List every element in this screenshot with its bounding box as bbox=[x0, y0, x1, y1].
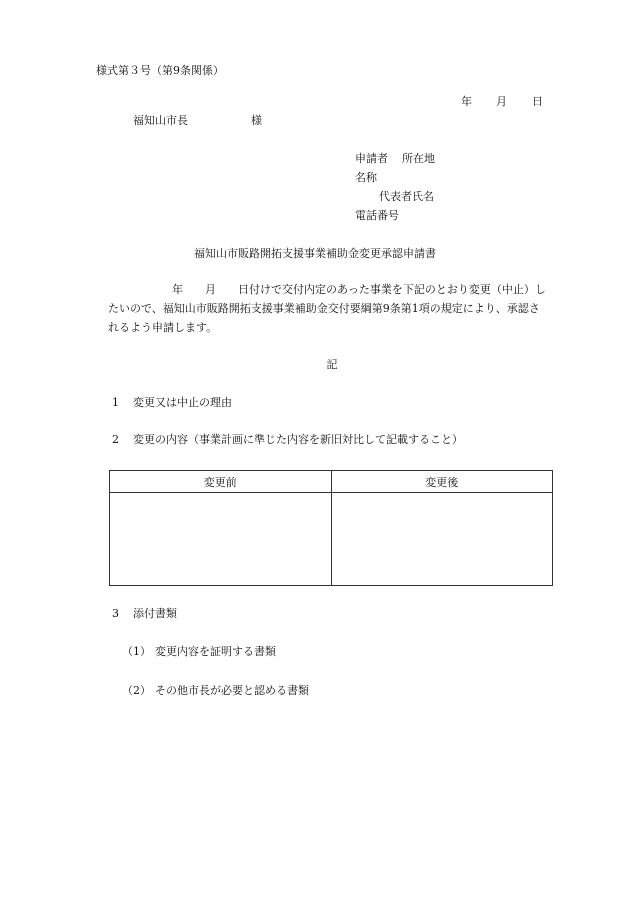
applicant-phone-label: 電話番号 bbox=[355, 209, 399, 222]
item-1-text: 変更又は中止の理由 bbox=[133, 396, 232, 409]
body-month-label: 月 bbox=[205, 283, 216, 296]
addressee-honorific: 様 bbox=[251, 114, 262, 127]
attachment-item-2-text: その他市長が必要と認める書類 bbox=[155, 684, 309, 697]
ki-heading: 記 bbox=[326, 358, 338, 371]
attachment-item-2 bbox=[122, 685, 309, 696]
applicant-address-label: 所在地 bbox=[402, 152, 435, 165]
item-3-number: 3 bbox=[112, 607, 119, 620]
header-before: 変更前 bbox=[110, 471, 332, 493]
attachments-heading: 添付書類 bbox=[133, 607, 177, 620]
body-year-label: 年 bbox=[172, 283, 183, 296]
item-2 bbox=[112, 434, 463, 445]
body-line-3: れるよう申請します。 bbox=[108, 321, 218, 334]
header-after: 変更後 bbox=[331, 471, 553, 493]
attachment-item-2-number: （2） bbox=[122, 684, 151, 697]
attachment-item-1-number: （1） bbox=[122, 645, 151, 658]
date-month-label: 月 bbox=[496, 95, 507, 108]
attachment-item-1-text: 変更内容を証明する書類 bbox=[155, 645, 276, 658]
item-1 bbox=[112, 397, 232, 408]
document-title: 福知山市販路開拓支援事業補助金変更承認申請書 bbox=[194, 247, 436, 260]
comparison-table bbox=[109, 470, 553, 586]
addressee-name: 福知山市長 bbox=[133, 114, 188, 127]
cell-after[interactable] bbox=[331, 493, 553, 586]
item-2-text: 変更の内容（事業計画に準じた内容を新旧対比して記載すること） bbox=[133, 433, 463, 446]
applicant-representative-label: 代表者氏名 bbox=[379, 190, 434, 203]
attachment-item-1 bbox=[122, 646, 276, 657]
applicant-name-label: 名称 bbox=[355, 171, 377, 184]
cell-before[interactable] bbox=[110, 493, 332, 586]
date-year-label: 年 bbox=[461, 95, 472, 108]
form-number: 様式第３号（第9条関係） bbox=[96, 64, 224, 77]
applicant-label: 申請者 bbox=[355, 152, 388, 165]
item-3 bbox=[112, 608, 177, 619]
item-1-number: 1 bbox=[112, 396, 119, 409]
body-line-2: たいので、福知山市販路開拓支援事業補助金交付要綱第9条第1項の規定により、承認さ bbox=[108, 302, 540, 315]
body-line-1-text: 日付けで交付内定のあった事業を下記のとおり変更（中止）し bbox=[238, 283, 546, 296]
item-2-number: 2 bbox=[112, 433, 119, 446]
table-header-row bbox=[110, 471, 553, 493]
date-day-label: 日 bbox=[532, 95, 543, 108]
table-row bbox=[110, 493, 553, 586]
body-paragraph bbox=[108, 280, 554, 337]
body-line-1 bbox=[108, 280, 554, 299]
